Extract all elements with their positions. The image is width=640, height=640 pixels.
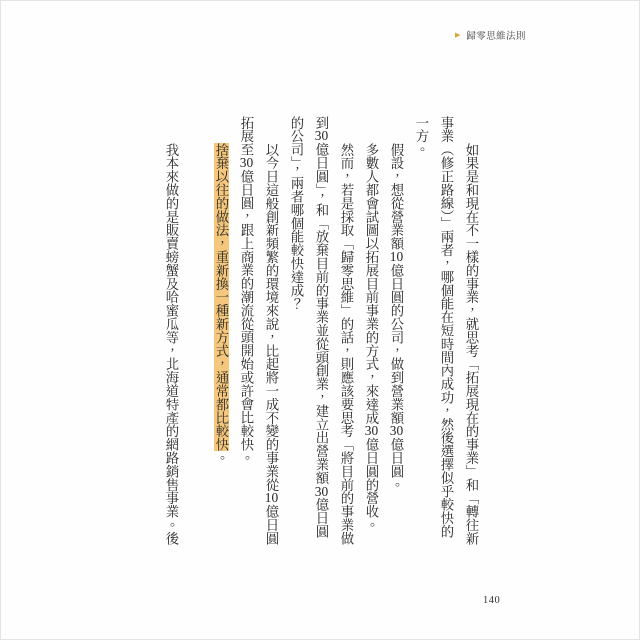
section-marker-arrow-icon: ▶ — [455, 30, 461, 39]
paragraph-1: 如果是和現在不一樣的事業，就思考「拓展現在的事業」和「轉往新事業（修正路線）」兩者，哪個能在短時間內成功，然後選擇似乎較快的一方。 — [414, 116, 479, 545]
body-text — [159, 116, 484, 545]
paragraph-4: 然而，若是採取「歸零思維」的話，則應該要思考「將目前的事業做到30億日圓」，和「放棄目前的事業並從頭創業，建立出營業額30億日圓的公司」，兩者哪個能較快達成？ — [289, 116, 354, 545]
highlighted-sentence: 捨棄以往的做法，重新換一種新方式，通常都比較快 — [214, 142, 229, 451]
highlighted-sentence-tail: 。 — [214, 451, 229, 465]
paragraph-6-highlighted — [209, 116, 234, 545]
chapter-title: 歸零思維法則 — [466, 32, 526, 42]
paragraph-2: 假設，想從營業額10億日圓的公司，做到營業額30億日圓。 — [389, 142, 404, 492]
paragraph-5: 以今日這般創新頻繁的環境來說，比起將一成不變的事業從10億日圓拓展至30億日圓，跟上商業的潮流從頭開始或許會比較快。 — [239, 116, 279, 545]
running-header — [455, 28, 526, 42]
paragraph-3: 多數人都會試圖以拓展目前事業的方式，來達成30億日圓的營收。 — [364, 142, 379, 532]
paragraph-7: 我本來做的是販賣螃蟹及哈蜜瓜等，北海道特產的網路銷售事業。後 — [164, 142, 179, 545]
page-number: 140 — [483, 595, 501, 606]
